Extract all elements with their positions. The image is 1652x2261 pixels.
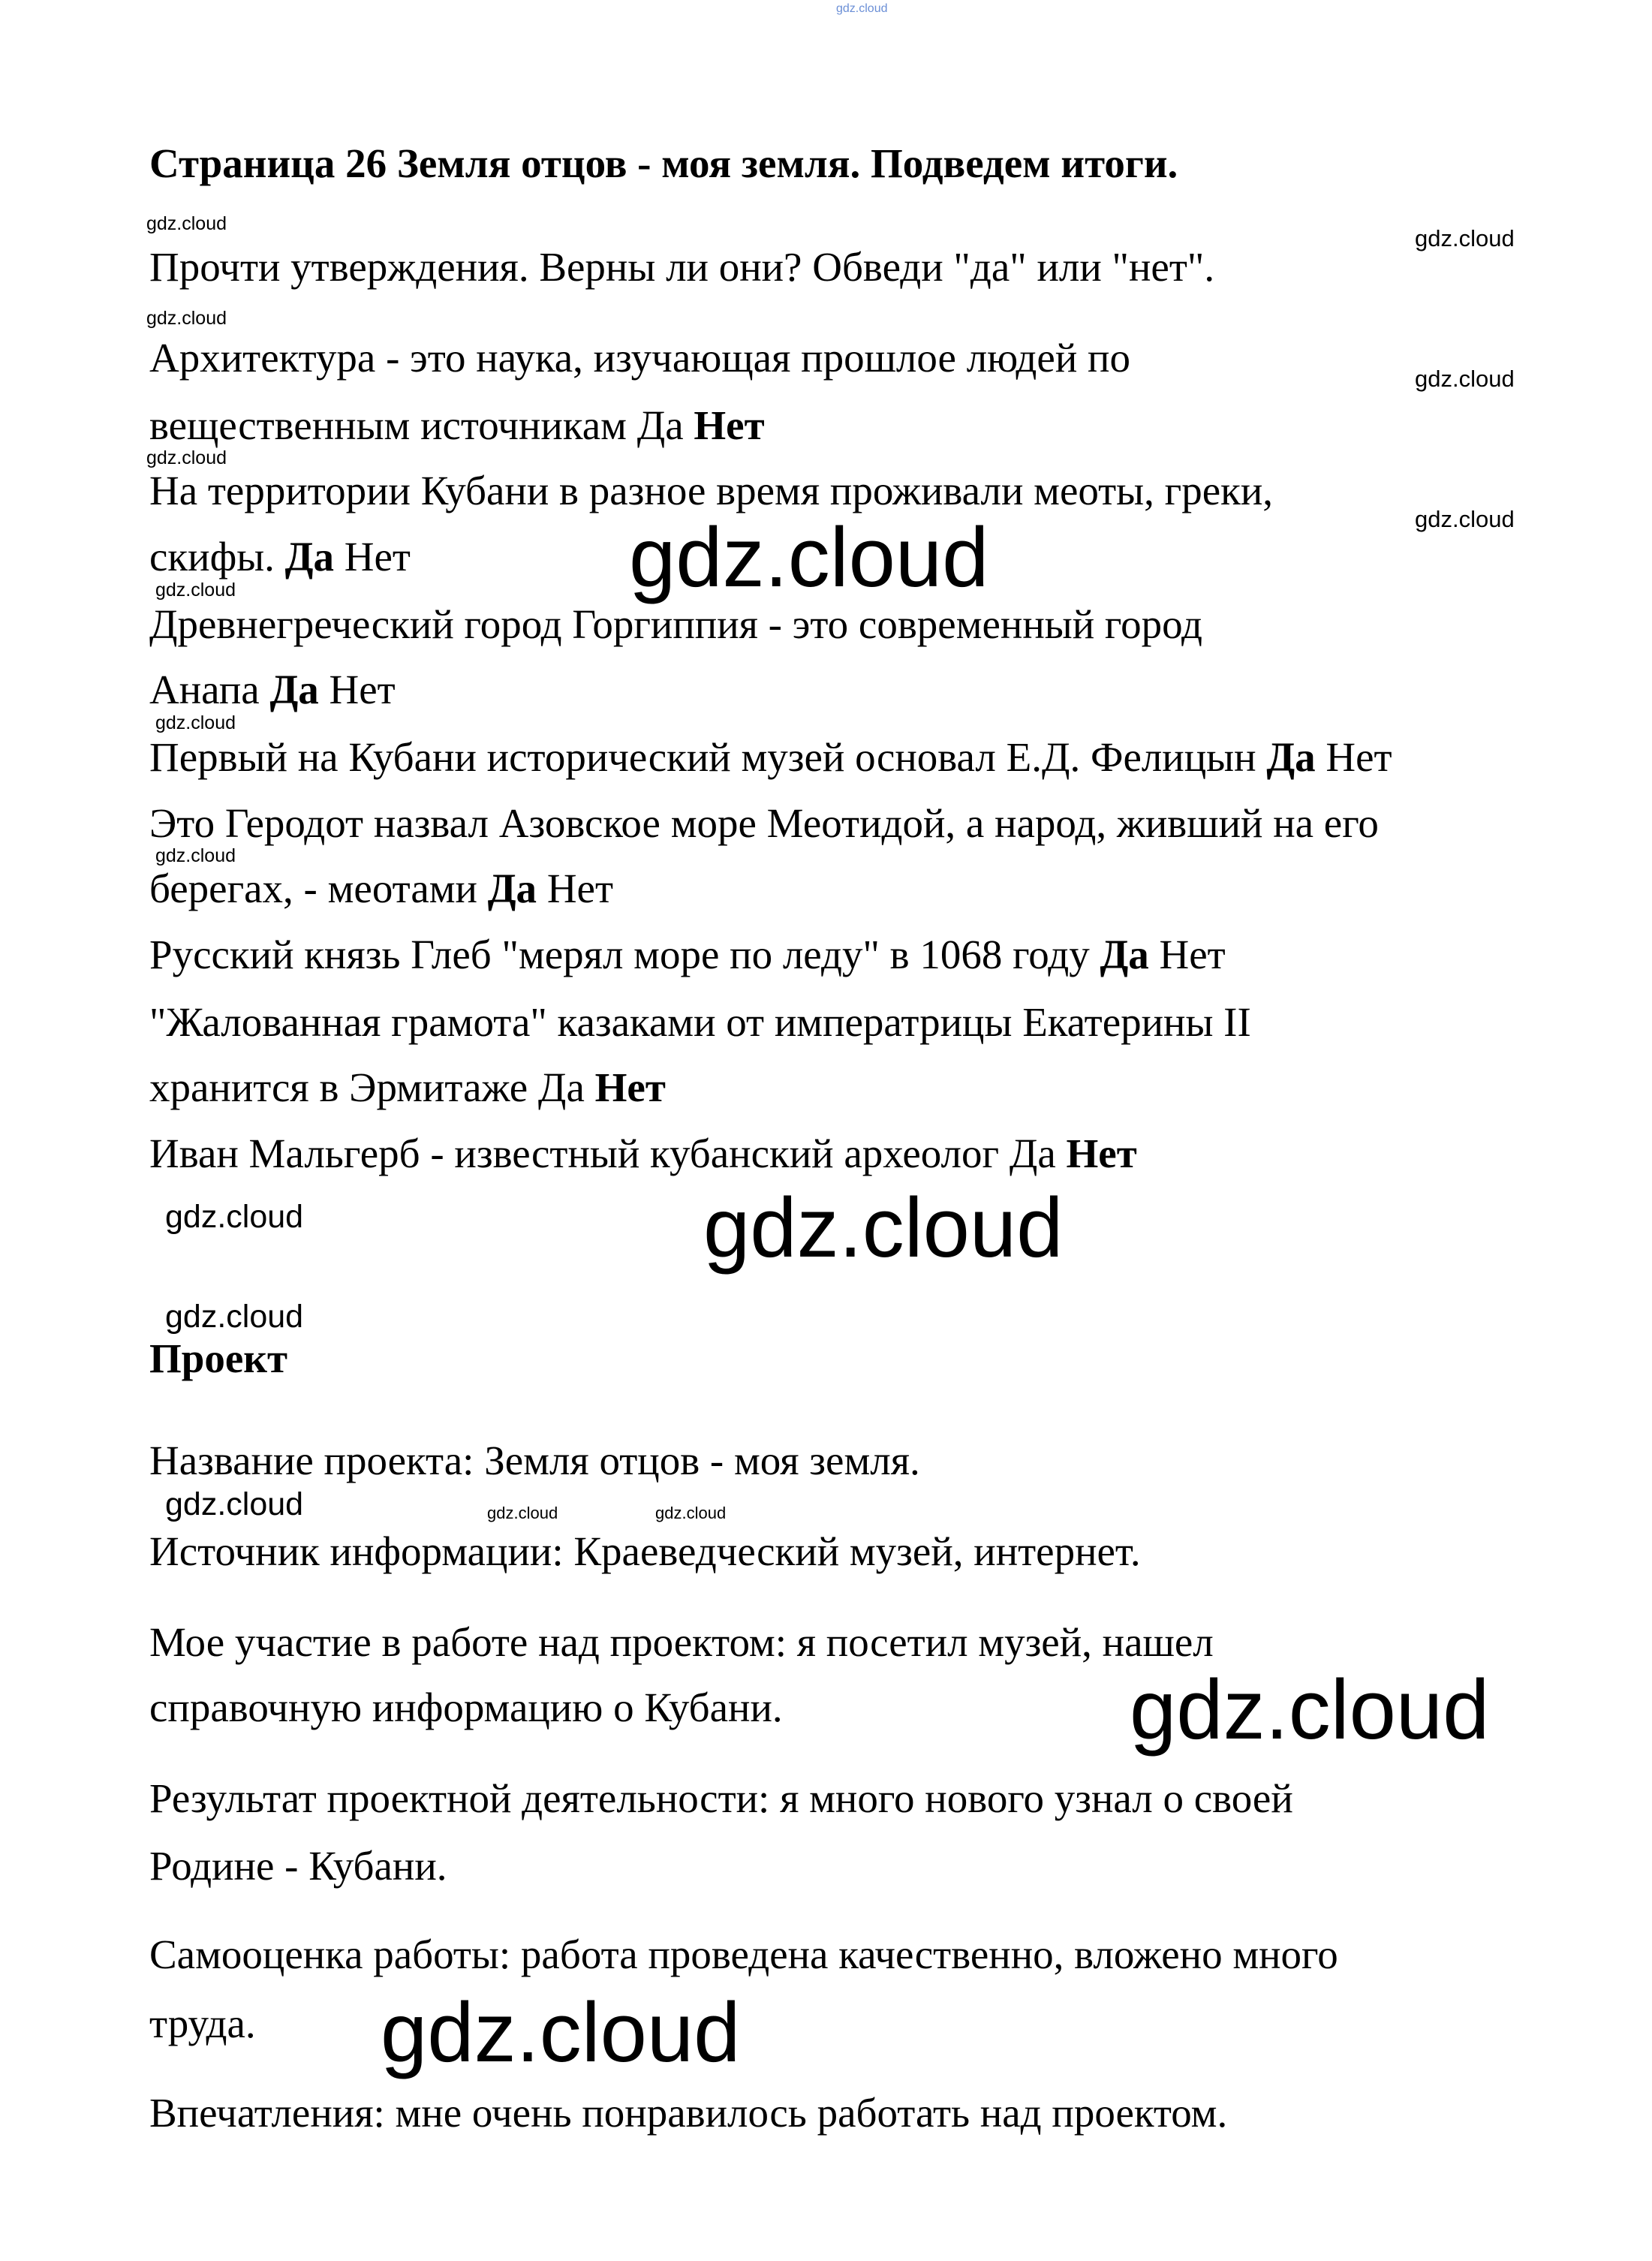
watermark: gdz.cloud bbox=[381, 1986, 741, 2079]
text-line bbox=[149, 2003, 256, 2044]
text-segment: Нет bbox=[1315, 734, 1392, 780]
text-line bbox=[149, 1775, 1293, 1821]
text-line bbox=[149, 1621, 1214, 1663]
watermark: gdz.cloud bbox=[146, 308, 227, 329]
text-segment: Нет bbox=[537, 866, 613, 911]
text-segment: Иван Мальгерб - известный кубанский археолог Да bbox=[149, 1130, 1067, 1176]
text-line bbox=[149, 868, 613, 909]
watermark: gdz.cloud bbox=[155, 712, 236, 733]
watermark: gdz.cloud bbox=[487, 1504, 558, 1522]
text-line bbox=[149, 736, 1392, 778]
text-line bbox=[149, 1684, 783, 1730]
watermark: gdz.cloud bbox=[1415, 366, 1515, 392]
text-segment: Анапа bbox=[149, 667, 270, 712]
text-segment: Архитектура - это наука, изучающая прошлое людей по bbox=[149, 335, 1130, 381]
circled-answer: Да bbox=[487, 866, 537, 911]
text-segment: Прочти утверждения. Верны ли они? Обведи "да" или "нет". bbox=[149, 244, 1215, 290]
watermark: gdz.cloud bbox=[155, 580, 236, 601]
watermark: gdz.cloud bbox=[165, 1299, 304, 1335]
text-line bbox=[149, 246, 1214, 288]
text-line bbox=[149, 402, 765, 448]
watermark: gdz.cloud bbox=[703, 1181, 1064, 1275]
watermark: gdz.cloud bbox=[655, 1504, 727, 1522]
circled-answer: Нет bbox=[1066, 1130, 1137, 1176]
circled-answer: Да bbox=[284, 534, 335, 580]
text-line bbox=[149, 335, 1130, 381]
text-line bbox=[149, 934, 1226, 975]
text-segment: Нет bbox=[334, 534, 411, 580]
circled-answer: Да bbox=[1100, 932, 1149, 977]
text-line bbox=[149, 669, 396, 710]
circled-answer: Нет bbox=[594, 1064, 666, 1110]
text-segment: вещественным источникам Да bbox=[149, 402, 694, 448]
text-segment: Название проекта: Земля отцов - моя земля. bbox=[149, 1438, 920, 1483]
text-line bbox=[149, 802, 1379, 844]
circled-answer: Да bbox=[1266, 734, 1316, 780]
text-segment: Первый на Кубани исторический музей основал Е.Д. Фелицын bbox=[149, 734, 1267, 780]
text-line bbox=[149, 1931, 1338, 1977]
text-segment: Нет bbox=[1148, 932, 1226, 977]
text-line bbox=[149, 1130, 1137, 1176]
text-segment: Нет bbox=[318, 667, 396, 712]
watermark: gdz.cloud bbox=[165, 1486, 304, 1522]
watermark: gdz.cloud bbox=[155, 845, 236, 866]
circled-answer: Да bbox=[269, 667, 319, 712]
text-segment: берегах, - меотами bbox=[149, 866, 488, 911]
text-segment: Родине - Кубани. bbox=[149, 1843, 447, 1889]
text-line bbox=[149, 601, 1203, 647]
watermark: gdz.cloud bbox=[1130, 1663, 1490, 1757]
watermark: gdz.cloud bbox=[165, 1199, 304, 1235]
text-line bbox=[149, 1001, 1251, 1043]
text-segment: хранится в Эрмитаже Да bbox=[149, 1064, 595, 1110]
text-segment: Древнегреческий город Горгиппия - это современный город bbox=[149, 601, 1203, 647]
section-heading-project bbox=[149, 1335, 287, 1381]
text-line bbox=[149, 1528, 1141, 1574]
text-line bbox=[149, 2090, 1228, 2136]
text-segment: Русский князь Глеб "мерял море по леду" в 1068 году bbox=[149, 932, 1100, 977]
text-line bbox=[149, 1064, 666, 1110]
text-segment: Это Геродот назвал Азовское море Меотидой, а народ, живший на его bbox=[149, 800, 1379, 846]
text-segment: Самооценка работы: работа проведена качественно, вложено много bbox=[149, 1931, 1338, 1977]
text-segment: На территории Кубани в разное время проживали меоты, греки, bbox=[149, 468, 1274, 513]
watermark: gdz.cloud bbox=[1415, 506, 1515, 532]
text-line bbox=[149, 534, 411, 580]
text-segment: Источник информации: Краеведческий музей, интернет. bbox=[149, 1528, 1141, 1574]
text-segment: "Жалованная грамота" казаками от императрицы Екатерины II bbox=[149, 999, 1251, 1045]
text-segment: Результат проектной деятельности: я много нового узнал о своей bbox=[149, 1775, 1293, 1821]
text-segment: труда. bbox=[149, 2001, 256, 2046]
text-line bbox=[149, 1843, 447, 1889]
circled-answer: Проект bbox=[149, 1335, 287, 1381]
text-line bbox=[149, 470, 1273, 511]
text-segment: справочную информацию о Кубани. bbox=[149, 1684, 783, 1730]
watermark: gdz.cloud bbox=[629, 510, 989, 604]
watermark: gdz.cloud bbox=[146, 447, 227, 468]
text-segment: скифы. bbox=[149, 534, 285, 580]
watermark: gdz.cloud bbox=[146, 213, 227, 234]
page-title: Страница 26 Земля отцов - моя земля. Подведем итоги. bbox=[149, 140, 1178, 186]
watermark: gdz.cloud bbox=[1415, 225, 1515, 251]
watermark: gdz.cloud bbox=[836, 2, 888, 15]
text-segment: Впечатления: мне очень понравилось работать над проектом. bbox=[149, 2090, 1228, 2136]
text-line bbox=[149, 1440, 920, 1481]
text-segment: Мое участие в работе над проектом: я посетил музей, нашел bbox=[149, 1619, 1214, 1665]
circled-answer: Нет bbox=[694, 402, 765, 448]
